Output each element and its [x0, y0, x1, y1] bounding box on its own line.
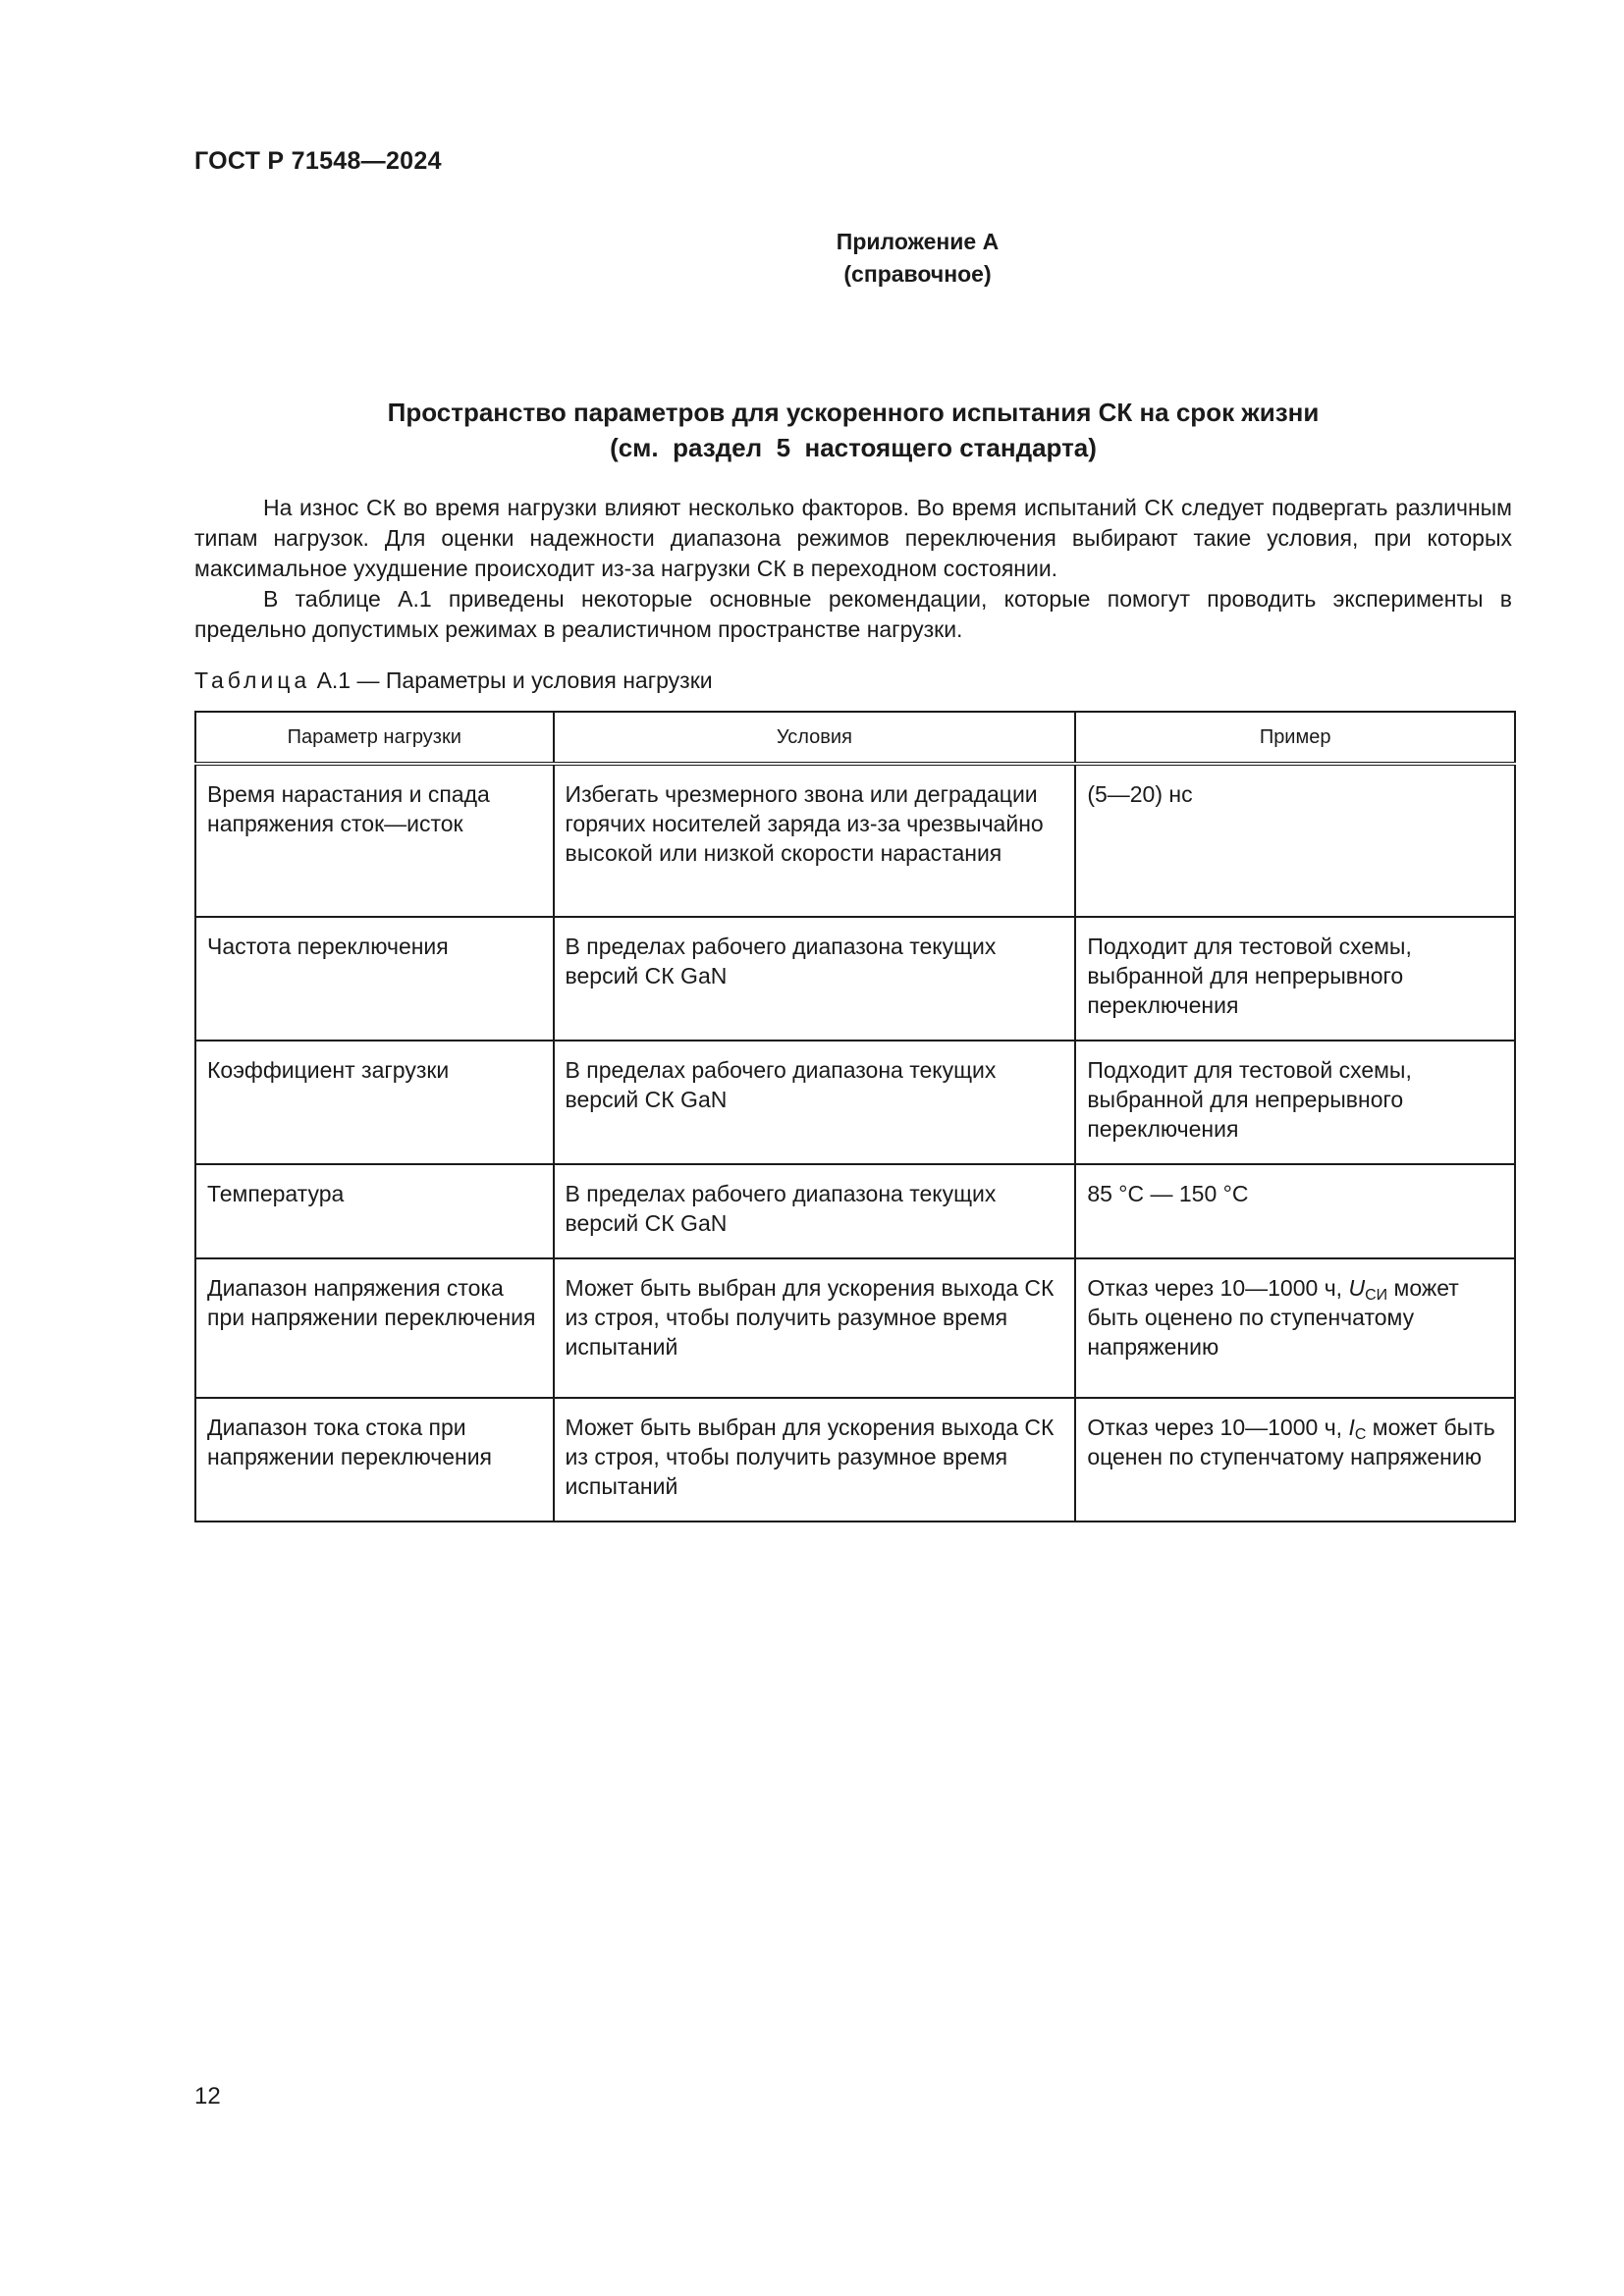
document-header: ГОСТ Р 71548—2024 [194, 147, 442, 175]
table-caption-text: А.1 — Параметры и условия нагрузки [316, 667, 713, 693]
cell-conditions: Может быть выбран для ускорения выхода СК из строя, чтобы получить разумное время испытаний [554, 1398, 1076, 1522]
table-row [195, 917, 1515, 1041]
appendix-heading [0, 226, 1624, 291]
example-text: Отказ через 10—1000 ч, [1087, 1275, 1349, 1301]
cell-example: Подходит для тестовой схемы, выбранной для непрерывного переключения [1075, 917, 1515, 1041]
cell-parameter: Диапазон тока стока при напряжении переключения [195, 1398, 554, 1522]
cell-parameter: Диапазон напряжения стока при напряжении переключения [195, 1258, 554, 1398]
cell-conditions: Избегать чрезмерного звона или деградации горячих носителей заряда из-за чрезвычайно высокой или низкой скорости нарастания [554, 764, 1076, 917]
table-row [195, 1398, 1515, 1522]
cell-example: (5—20) нс [1075, 764, 1515, 917]
table-row [195, 1041, 1515, 1164]
current-symbol: I [1348, 1415, 1355, 1440]
table-header-row [195, 712, 1515, 764]
parameters-table [194, 711, 1516, 1522]
table-caption-label: Таблица [194, 667, 311, 693]
table-row [195, 1164, 1515, 1258]
body-text [194, 493, 1512, 645]
paragraph: На износ СК во время нагрузки влияют несколько факторов. Во время испытаний СК следует подвергать различным типам нагрузок. Для оценки надежности диапазона режимов переключения выбирают такие условия, при которых максимальное ухудшение происходит из-за нагрузки СК в переходном состоянии. [194, 495, 1512, 581]
appendix-title: Приложение А [836, 229, 1000, 254]
table-row [195, 764, 1515, 917]
table-caption [194, 667, 713, 694]
cell-parameter: Температура [195, 1164, 554, 1258]
section-title [194, 395, 1512, 465]
cell-conditions: В пределах рабочего диапазона текущих версий СК GaN [554, 917, 1076, 1041]
cell-parameter: Частота переключения [195, 917, 554, 1041]
section-title-line-1: Пространство параметров для ускоренного испытания СК на срок жизни [387, 398, 1320, 427]
cell-parameter: Коэффициент загрузки [195, 1041, 554, 1164]
example-text: может быть оценен по ступенчатому напряжению [1087, 1415, 1495, 1469]
column-header-example: Пример [1075, 712, 1515, 764]
example-text: Отказ через 10—1000 ч, [1087, 1415, 1349, 1440]
cell-conditions: В пределах рабочего диапазона текущих версий СК GaN [554, 1164, 1076, 1258]
paragraph: В таблице А.1 приведены некоторые основные рекомендации, которые помогут проводить эксперименты в предельно допустимых режимах в реалистичном пространстве нагрузки. [194, 586, 1512, 642]
appendix-type: (справочное) [843, 261, 992, 287]
column-header-conditions: Условия [554, 712, 1076, 764]
page-number: 12 [194, 2083, 221, 2109]
voltage-symbol: U [1348, 1275, 1366, 1301]
column-header-parameter: Параметр нагрузки [195, 712, 554, 764]
cell-example: Подходит для тестовой схемы, выбранной для непрерывного переключения [1075, 1041, 1515, 1164]
example-text: может быть оценено по ступенчатому напряжению [1087, 1275, 1459, 1360]
voltage-subscript: СИ [1365, 1287, 1388, 1304]
cell-example [1075, 1398, 1515, 1522]
section-title-line-2: (см. раздел 5 настоящего стандарта) [610, 433, 1097, 462]
cell-conditions: В пределах рабочего диапазона текущих версий СК GaN [554, 1041, 1076, 1164]
cell-example: 85 °C — 150 °C [1075, 1164, 1515, 1258]
cell-example [1075, 1258, 1515, 1398]
cell-parameter: Время нарастания и спада напряжения сток—исток [195, 764, 554, 917]
cell-conditions: Может быть выбран для ускорения выхода СК из строя, чтобы получить разумное время испытаний [554, 1258, 1076, 1398]
current-subscript: С [1354, 1426, 1367, 1443]
table-row [195, 1258, 1515, 1398]
